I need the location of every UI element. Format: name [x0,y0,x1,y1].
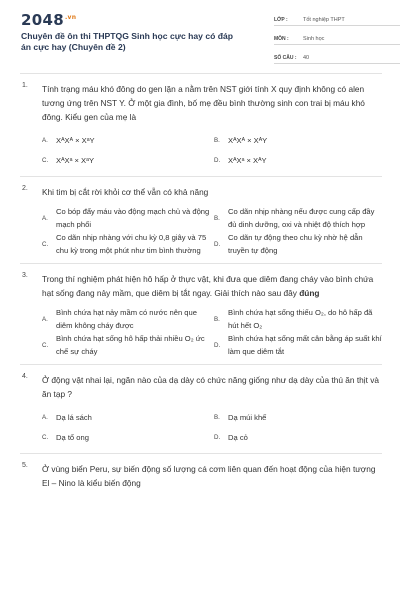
question-5 [20,462,382,490]
option-letter: D. [214,433,221,441]
option-text: Bình chứa hạt sống mất cân bằng áp suất khí làm que diêm tắt [228,334,382,356]
option-text: Co dãn nhịp nhàng với chu kỳ 0,8 giây và 75 chu kỳ trong một phút như tim bình thường [56,233,207,255]
answer-options [42,306,382,358]
option-letter: A. [42,214,48,222]
answer-option-c[interactable] [42,427,214,447]
question-number: 2. [22,185,28,192]
option-letter: B. [214,136,220,144]
option-letter: B. [214,315,220,323]
option-letter: A. [42,136,48,144]
option-letter: C. [42,240,49,248]
option-text: Dạ tổ ong [56,432,89,442]
answer-options [42,130,382,170]
answer-options [42,205,382,257]
answer-option-d[interactable] [214,427,384,447]
meta-row-count [274,50,400,64]
answer-option-d[interactable] [214,231,384,257]
question-4 [20,373,382,447]
answer-option-c[interactable] [42,150,214,170]
logo-suffix: .vn [64,14,77,21]
option-text: XᴬXᴬ × XᵃY [56,135,95,145]
question-text-main: Trong thí nghiệm phát hiện hô hấp ở thực vật, khi đưa que diêm đang cháy vào bình chứa hạt sống đang nảy mầm, que diêm bị tắt ngay. Giải thích nào sau đây [42,274,374,298]
meta-label: LỚP : [274,17,288,23]
answer-option-a[interactable] [42,306,214,332]
meta-label: SỐ CÂU : [274,55,297,61]
question-emphasis: đúng [299,288,320,298]
question-text [42,272,382,300]
question-2 [20,185,382,257]
option-letter: B. [214,214,220,222]
question-3 [20,272,382,358]
question-number: 4. [22,373,28,380]
option-text: Co dãn tự động theo chu kỳ nhờ hệ dẫn truyền tự động [228,233,363,255]
answer-option-a[interactable] [42,407,214,427]
option-text: Co dãn nhịp nhàng nếu được cung cấp đầy đủ dinh dưỡng, oxi và nhiệt độ thích hợp [228,207,375,229]
option-text: Bình chứa hạt sống thiếu O₂, do hô hấp đã hút hết O₂ [228,308,373,330]
question-1 [20,82,382,170]
question-text: Khi tim bị cắt rời khỏi cơ thể vẫn có khả năng [42,187,209,197]
option-letter: A. [42,413,48,421]
option-text: Bình chứa hạt sống hô hấp thải nhiều O₂ ức chế sự cháy [56,334,205,356]
option-letter: D. [214,341,221,349]
divider [20,176,382,177]
answer-option-d[interactable] [214,332,384,358]
answer-option-b[interactable] [214,407,384,427]
option-text: Dạ lá sách [56,412,92,422]
meta-value: Tốt nghiệp THPT [303,17,345,23]
divider [20,263,382,264]
option-letter: B. [214,413,220,421]
option-text: Bình chứa hạt nảy mầm có nước nên que diêm không cháy được [56,308,197,330]
answer-options [42,407,382,447]
answer-option-a[interactable] [42,205,214,231]
answer-option-b[interactable] [214,205,384,231]
answer-option-c[interactable] [42,332,214,358]
document-meta [274,12,400,69]
question-text: Ở vùng biển Peru, sự biến động số lượng cá cơm liên quan đến hoạt động của hiện tượng El – Nino là kiểu biến động [42,464,376,488]
question-list [20,74,382,490]
site-logo[interactable] [21,11,76,29]
option-text: XᴬXᵃ × XᴬY [228,155,267,165]
meta-value: Sinh học [303,36,325,42]
meta-value: 40 [303,55,310,61]
option-letter: C. [42,433,49,441]
option-text: Dạ cỏ [228,432,248,442]
answer-option-d[interactable] [214,150,384,170]
meta-row-subject [274,31,400,45]
option-text: Co bóp đẩy máu vào động mạch chủ và động mạch phổi [56,207,210,229]
divider [20,364,382,365]
question-text: Tính trạng máu khó đông do gen lặn a nằm trên NST giới tính X quy định không có alen tương ứng trên NST Y. Ở một gia đình, bố mẹ đều bình thường sinh con trai bị máu khó đông. Kiểu gen của mẹ là [42,84,365,122]
answer-option-c[interactable] [42,231,214,257]
divider [20,453,382,454]
document-header [20,0,382,74]
option-text: XᴬXᴬ × XᴬY [228,135,268,145]
document-title: Chuyên đề ôn thi THPTQG Sinh học cực hay có đáp án cực hay (Chuyên đề 2) [21,31,234,52]
logo-text: 2048 [21,11,64,29]
option-text: XᴬXᵃ × XᵃY [56,155,95,165]
option-letter: C. [42,156,49,164]
option-letter: D. [214,156,221,164]
meta-label: MÔN : [274,36,289,42]
answer-option-b[interactable] [214,306,384,332]
answer-option-a[interactable] [42,130,214,150]
question-number: 1. [22,82,28,89]
question-number: 3. [22,272,28,279]
answer-option-b[interactable] [214,130,384,150]
option-letter: C. [42,341,49,349]
question-text: Ở động vật nhai lại, ngăn nào của dạ dày có chức năng giống như dạ dày của thú ăn thịt và ăn tạp ? [42,375,379,399]
option-letter: A. [42,315,48,323]
option-text: Dạ múi khế [228,412,267,422]
meta-row-class [274,12,400,26]
option-letter: D. [214,240,221,248]
question-number: 5. [22,462,28,469]
